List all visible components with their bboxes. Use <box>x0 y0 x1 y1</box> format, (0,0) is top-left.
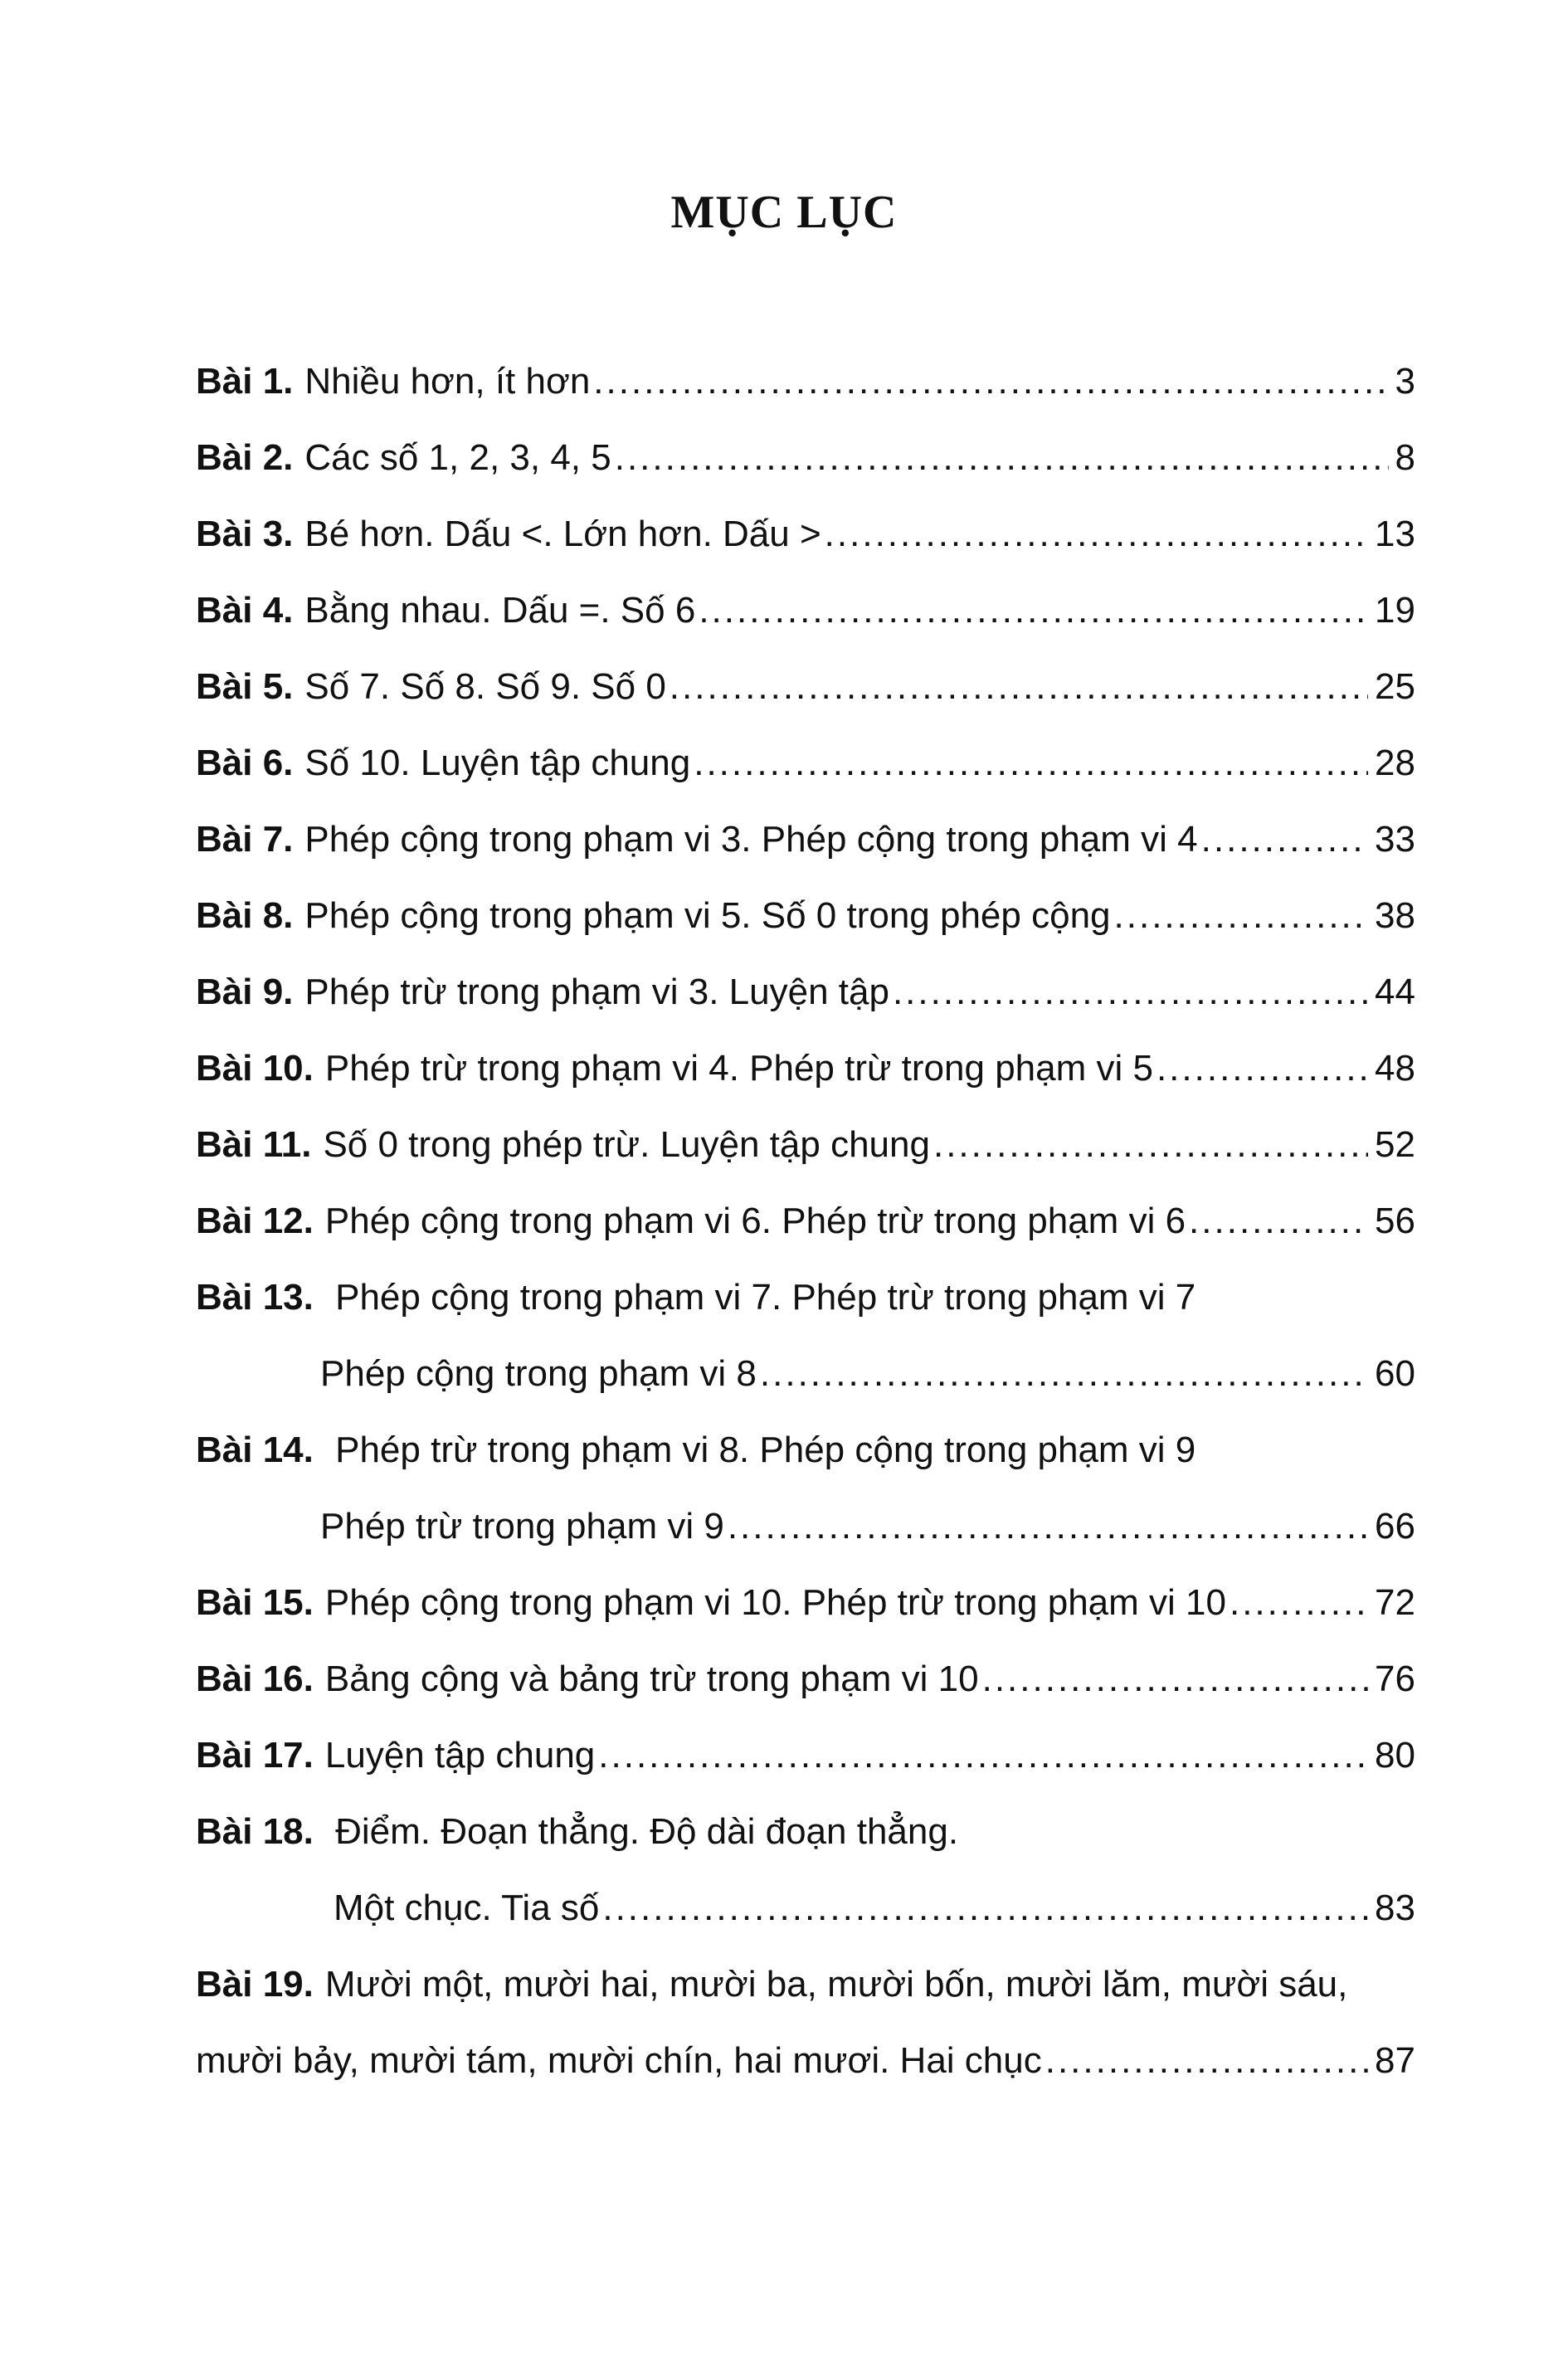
entry-label: Bài 3. <box>196 514 294 554</box>
entry-label: Bài 10. <box>196 1048 314 1089</box>
toc-entry-2[interactable] <box>196 433 1415 509</box>
entry-label: Bài 8. <box>196 895 294 936</box>
page-number: 80 <box>1375 1735 1415 1776</box>
entry-title: Phép cộng trong phạm vi 7. Phép trừ trong phạm vi 7 <box>335 1277 1196 1318</box>
toc-entry-13-continuation[interactable] <box>196 1349 1415 1425</box>
entry-title-continuation: Phép trừ trong phạm vi 9 <box>320 1506 724 1547</box>
toc-entry-1[interactable] <box>196 357 1415 433</box>
toc-entry-12[interactable] <box>196 1196 1415 1273</box>
leader-dots <box>670 662 1368 712</box>
page-number: 25 <box>1375 666 1415 707</box>
leader-dots <box>1045 2036 1368 2086</box>
leader-dots <box>598 1731 1368 1781</box>
entry-title: Phép trừ trong phạm vi 3. Luyện tập <box>304 972 889 1012</box>
entry-title-continuation: Một chục. Tia số <box>334 1888 600 1928</box>
leader-dots <box>728 1502 1368 1552</box>
entry-title: Điểm. Đoạn thẳng. Độ dài đoạn thẳng. <box>335 1811 959 1852</box>
toc-entry-18-continuation[interactable] <box>196 1883 1415 1960</box>
entry-label: Bài 7. <box>196 819 294 860</box>
leader-dots <box>1114 891 1369 941</box>
toc-entry-8[interactable] <box>196 891 1415 967</box>
entry-title: Phép cộng trong phạm vi 10. Phép trừ trong phạm vi 10 <box>324 1582 1226 1623</box>
toc-entry-14[interactable] <box>196 1425 1415 1502</box>
page-number: 38 <box>1375 895 1415 936</box>
page-number: 52 <box>1375 1124 1415 1165</box>
entry-title: Số 10. Luyện tập chung <box>304 743 691 783</box>
toc-entry-19[interactable] <box>196 1960 1415 2036</box>
entry-label: Bài 12. <box>196 1201 314 1241</box>
page-number: 19 <box>1375 590 1415 631</box>
page-number: 8 <box>1395 437 1415 478</box>
leader-dots <box>699 586 1368 636</box>
entry-label: Bài 16. <box>196 1659 314 1699</box>
entry-label: Bài 17. <box>196 1735 314 1776</box>
page-number: 72 <box>1375 1582 1415 1623</box>
page-number: 60 <box>1375 1353 1415 1394</box>
toc-entry-3[interactable] <box>196 509 1415 586</box>
leader-dots <box>1189 1196 1368 1246</box>
page-number: 66 <box>1375 1506 1415 1547</box>
entry-title: Bảng cộng và bảng trừ trong phạm vi 10 <box>324 1659 979 1699</box>
page-number: 48 <box>1375 1048 1415 1089</box>
entry-title-continuation: Phép cộng trong phạm vi 8 <box>320 1353 757 1394</box>
entry-label: Bài 15. <box>196 1582 314 1623</box>
toc-entry-13[interactable] <box>196 1273 1415 1349</box>
page-number: 33 <box>1375 819 1415 860</box>
page-number: 83 <box>1375 1888 1415 1928</box>
page-title: MỤC LỤC <box>670 187 898 238</box>
leader-dots <box>893 967 1368 1017</box>
toc-entry-10[interactable] <box>196 1044 1415 1120</box>
leader-dots <box>825 509 1368 559</box>
toc-entry-17[interactable] <box>196 1731 1415 1807</box>
entry-title: Phép cộng trong phạm vi 6. Phép trừ trong phạm vi 6 <box>324 1201 1186 1241</box>
entry-title: Phép cộng trong phạm vi 5. Số 0 trong phép cộng <box>304 895 1111 936</box>
entry-label: Bài 5. <box>196 666 294 707</box>
entry-label: Bài 18. <box>196 1811 314 1852</box>
entry-title-continuation: mười bảy, mười tám, mười chín, hai mươi. Hai chục <box>196 2040 1042 2081</box>
toc-entry-4[interactable] <box>196 586 1415 662</box>
entry-title: Phép cộng trong phạm vi 3. Phép cộng trong phạm vi 4 <box>304 819 1198 860</box>
entry-title: Bé hơn. Dấu <. Lớn hơn. Dấu > <box>304 514 821 554</box>
toc-entry-19-continuation[interactable] <box>196 2036 1415 2112</box>
toc-entry-5[interactable] <box>196 662 1415 738</box>
toc-entry-18[interactable] <box>196 1807 1415 1883</box>
entry-label: Bài 14. <box>196 1430 314 1470</box>
entry-label: Bài 4. <box>196 590 294 631</box>
entry-label: Bài 19. <box>196 1964 314 2005</box>
entry-label: Bài 2. <box>196 437 294 478</box>
entry-label: Bài 9. <box>196 972 294 1012</box>
page-number: 87 <box>1375 2040 1415 2081</box>
leader-dots <box>1230 1578 1368 1628</box>
entry-label: Bài 13. <box>196 1277 314 1318</box>
toc-entry-6[interactable] <box>196 738 1415 815</box>
page-number: 28 <box>1375 743 1415 783</box>
toc-entry-9[interactable] <box>196 967 1415 1044</box>
leader-dots <box>933 1120 1368 1170</box>
table-of-contents <box>196 357 1415 2112</box>
entry-title: Bằng nhau. Dấu =. Số 6 <box>304 590 696 631</box>
toc-entry-11[interactable] <box>196 1120 1415 1196</box>
entry-title: Phép trừ trong phạm vi 4. Phép trừ trong phạm vi 5 <box>324 1048 1153 1089</box>
toc-entry-7[interactable] <box>196 815 1415 891</box>
page-number: 3 <box>1395 361 1415 402</box>
entry-label: Bài 6. <box>196 743 294 783</box>
page-number: 76 <box>1375 1659 1415 1699</box>
leader-dots <box>982 1654 1368 1704</box>
page-number: 13 <box>1375 514 1415 554</box>
leader-dots <box>760 1349 1368 1399</box>
leader-dots <box>602 1883 1368 1933</box>
entry-title: Luyện tập chung <box>324 1735 596 1776</box>
toc-entry-14-continuation[interactable] <box>196 1502 1415 1578</box>
leader-dots <box>1157 1044 1368 1094</box>
page-number: 44 <box>1375 972 1415 1012</box>
page-number: 56 <box>1375 1201 1415 1241</box>
entry-title: Mười một, mười hai, mười ba, mười bốn, mười lăm, mười sáu, <box>324 1964 1348 2005</box>
entry-line <box>196 1960 1347 2036</box>
leader-dots <box>694 738 1368 788</box>
entry-title: Số 0 trong phép trừ. Luyện tập chung <box>323 1124 930 1165</box>
entry-title: Nhiều hơn, ít hơn <box>304 361 591 402</box>
entry-title: Phép trừ trong phạm vi 8. Phép cộng trong phạm vi 9 <box>335 1430 1196 1470</box>
leader-dots <box>1201 815 1368 865</box>
entry-title: Số 7. Số 8. Số 9. Số 0 <box>304 666 666 707</box>
leader-dots <box>593 357 1388 407</box>
entry-label: Bài 11. <box>196 1124 312 1165</box>
toc-entry-15[interactable] <box>196 1578 1415 1654</box>
entry-title: Các số 1, 2, 3, 4, 5 <box>304 437 611 478</box>
entry-label: Bài 1. <box>196 361 294 402</box>
toc-entry-16[interactable] <box>196 1654 1415 1731</box>
leader-dots <box>615 433 1389 483</box>
